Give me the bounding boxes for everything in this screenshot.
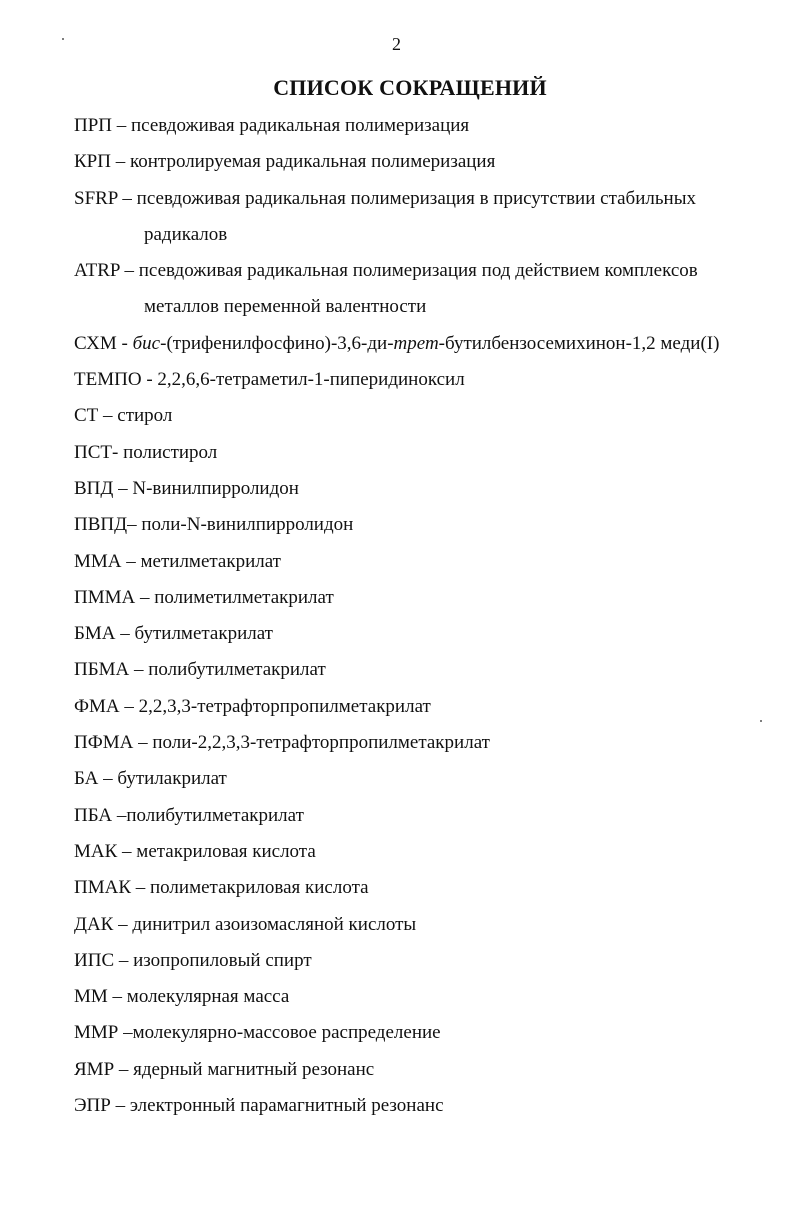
abbreviation-term: ПМАК <box>74 877 132 899</box>
separator: – <box>114 1058 134 1080</box>
list-item <box>74 870 764 906</box>
list-item <box>74 725 764 761</box>
separator: – <box>115 623 135 645</box>
list-item <box>74 580 764 616</box>
abbreviation-term: ПБА <box>74 804 113 826</box>
list-item <box>74 1088 764 1124</box>
abbreviation-term: МАК <box>74 840 118 862</box>
abbreviation-definition-continuation: металлов переменной валентности <box>144 296 427 318</box>
list-item <box>74 326 764 362</box>
abbreviation-definition: молекулярно-массовое распределение <box>132 1022 441 1044</box>
abbreviation-term: ВПД <box>74 477 114 499</box>
separator: – <box>117 187 137 209</box>
abbreviation-definition: полистирол <box>123 441 218 463</box>
abbreviation-term: ПСТ- <box>74 441 119 463</box>
abbreviation-term: ДАК <box>74 913 114 935</box>
abbreviation-list <box>74 108 764 1124</box>
list-item <box>74 435 764 471</box>
list-item <box>74 181 764 254</box>
abbreviation-definition: полибутилметакрилат <box>148 659 326 681</box>
separator: – <box>107 986 127 1008</box>
abbreviation-definition-italic: трет <box>393 332 439 354</box>
separator: – <box>118 1022 133 1044</box>
separator: – <box>119 695 139 717</box>
abbreviation-definition: бутилакрилат <box>117 768 227 790</box>
abbreviation-term: ИПС <box>74 949 115 971</box>
separator: – <box>112 115 132 136</box>
list-item <box>74 689 764 725</box>
separator: – <box>129 659 149 681</box>
abbreviation-definition: метилметакрилат <box>140 550 281 572</box>
scan-speck <box>62 38 64 40</box>
abbreviation-definition: ядерный магнитный резонанс <box>133 1058 375 1080</box>
separator: - <box>141 369 158 391</box>
abbreviation-definition: -(трифенилфосфино)-3,6-ди- <box>160 332 394 354</box>
abbreviation-definition: полиметилметакрилат <box>154 586 334 608</box>
list-item <box>74 943 764 979</box>
abbreviation-definition: динитрил азоизомасляной кислоты <box>132 913 417 935</box>
page-number: 2 <box>392 34 401 54</box>
page-title: СПИСОК СОКРАЩЕНИЙ <box>273 75 547 100</box>
list-item <box>74 398 764 434</box>
abbreviation-definition: псевдоживая радикальная полимеризация <box>131 115 470 136</box>
abbreviation-definition: 2,2,6,6-тетраметил-1-пиперидиноксил <box>157 369 465 391</box>
abbreviation-term: СХМ <box>74 332 117 354</box>
abbreviation-term: БМА <box>74 623 116 645</box>
abbreviation-definition: N-винилпирролидон <box>132 477 299 499</box>
list-item <box>74 471 764 507</box>
list-item <box>74 1015 764 1051</box>
separator: – <box>131 877 151 899</box>
abbreviation-definition: изопропиловый спирт <box>133 949 312 971</box>
abbreviation-definition: -бутилбензосемихинон-1,2 меди(I) <box>438 332 720 354</box>
abbreviation-definition: псевдоживая радикальная полимеризация в присутствии стабильных <box>136 187 696 209</box>
abbreviation-term: БА <box>74 768 99 790</box>
list-item <box>74 544 764 580</box>
abbreviation-definition: электронный парамагнитный резонанс <box>129 1095 444 1117</box>
abbreviation-definition: молекулярная масса <box>126 986 290 1008</box>
abbreviation-term: ФМА <box>74 695 120 717</box>
abbreviation-term: ПФМА <box>74 732 134 754</box>
list-item <box>74 907 764 943</box>
abbreviation-term: ММ <box>74 986 108 1008</box>
scan-speck <box>760 720 762 722</box>
abbreviation-definition: метакриловая кислота <box>136 840 316 862</box>
abbreviation-definition: бутилметакрилат <box>134 623 273 645</box>
abbreviation-definition: псевдоживая радикальная полимеризация под действием комплексов <box>138 260 698 282</box>
separator: – <box>110 1095 130 1117</box>
separator: – <box>135 586 155 608</box>
abbreviation-term: КРП <box>74 151 111 173</box>
separator: – <box>110 151 130 173</box>
separator: – <box>117 840 137 862</box>
separator: – <box>112 804 127 826</box>
separator: – <box>113 913 133 935</box>
abbreviation-definition: полибутилметакрилат <box>126 804 304 826</box>
abbreviation-definition: 2,2,3,3-тетрафторпропилметакрилат <box>138 695 431 717</box>
separator: - <box>116 332 133 354</box>
separator: – <box>98 768 118 790</box>
abbreviation-term: ЭПР <box>74 1095 111 1117</box>
separator: – <box>133 732 153 754</box>
abbreviation-definition: полиметакриловая кислота <box>150 877 369 899</box>
list-item <box>74 979 764 1015</box>
abbreviation-definition-italic: бис <box>132 332 161 354</box>
list-item <box>74 1052 764 1088</box>
abbreviation-term: ПВПД– <box>74 514 137 536</box>
abbreviation-term: ПРП <box>74 115 113 136</box>
list-item <box>74 507 764 543</box>
abbreviation-term: ATRP <box>74 260 120 282</box>
list-item <box>74 798 764 834</box>
abbreviation-definition: стирол <box>117 405 173 427</box>
abbreviation-definition: контролируемая радикальная полимеризация <box>129 151 496 173</box>
abbreviation-definition: поли-N-винилпирролидон <box>141 514 354 536</box>
abbreviation-term: ПБМА <box>74 659 130 681</box>
abbreviation-definition-continuation: радикалов <box>144 223 228 245</box>
abbreviation-term: СТ <box>74 405 99 427</box>
list-item <box>74 761 764 797</box>
abbreviation-term: SFRP <box>74 187 118 209</box>
list-item <box>74 834 764 870</box>
list-item <box>74 652 764 688</box>
list-item <box>74 144 764 180</box>
separator: – <box>119 260 139 282</box>
abbreviation-term: ТЕМПО <box>74 369 142 391</box>
abbreviation-term: ПММА <box>74 586 136 608</box>
list-item <box>74 108 764 144</box>
separator: – <box>121 550 141 572</box>
abbreviation-term: ММА <box>74 550 122 572</box>
separator: – <box>98 405 118 427</box>
abbreviation-term: ММР <box>74 1022 119 1044</box>
list-item <box>74 253 764 326</box>
separator: – <box>113 477 133 499</box>
separator: – <box>114 949 134 971</box>
list-item <box>74 616 764 652</box>
list-item <box>74 362 764 398</box>
abbreviation-term: ЯМР <box>74 1058 115 1080</box>
abbreviation-definition: поли-2,2,3,3-тетрафторпропилметакрилат <box>152 732 490 754</box>
